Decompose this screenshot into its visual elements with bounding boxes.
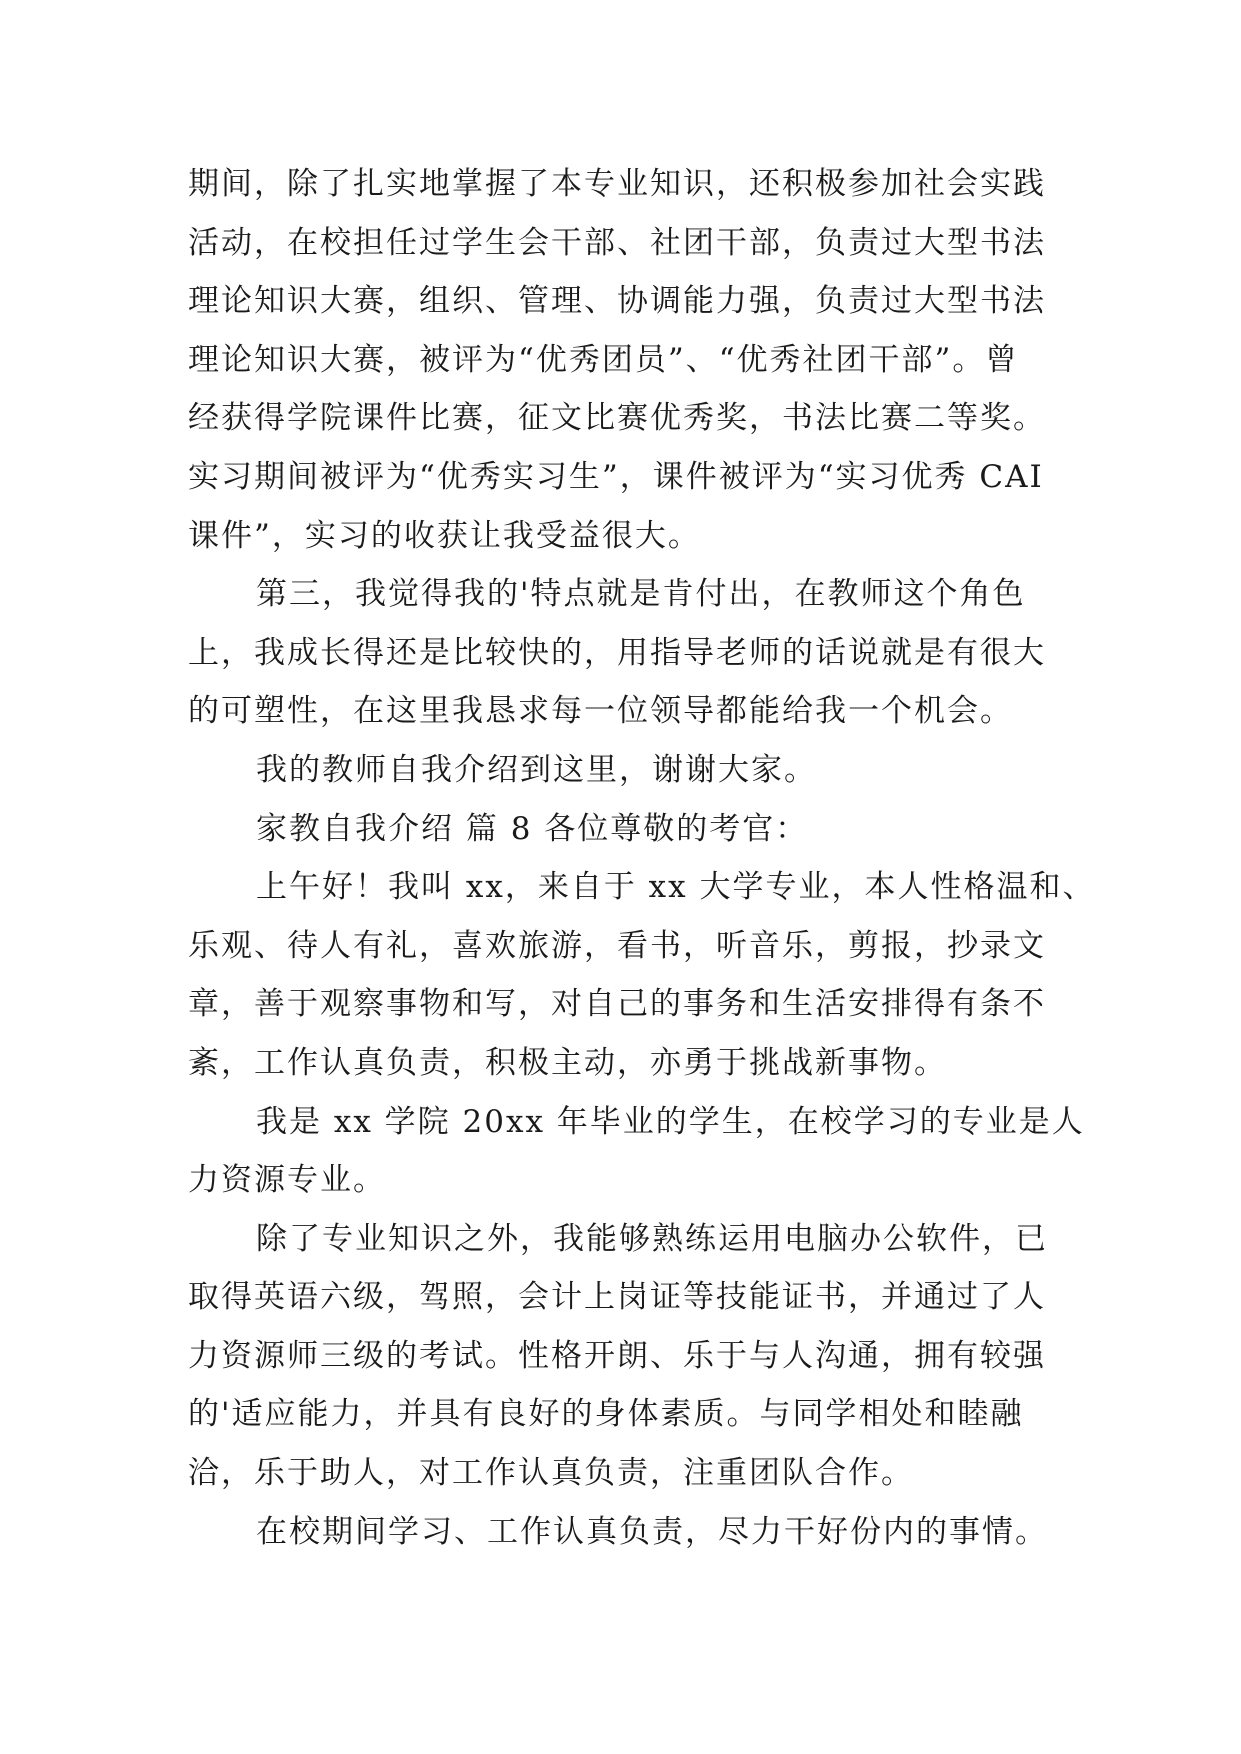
text-line: 的可塑性，在这里我恳求每一位领导都能给我一个机会。: [188, 693, 1013, 730]
text-line: 的'适应能力，并具有良好的身体素质。与同学相处和睦融: [188, 1396, 1024, 1433]
text-line: 我的教师自我介绍到这里，谢谢大家。: [256, 751, 817, 788]
text-line: 紊，工作认真负责，积极主动，亦勇于挑战新事物。: [188, 1044, 947, 1081]
text-line: 第三，我觉得我的'特点就是肯付出，在教师这个角色: [256, 576, 1026, 613]
body-text: [188, 155, 1096, 1561]
text-line: 经获得学院课件比赛，征文比赛优秀奖，书法比赛二等奖。: [188, 400, 1046, 437]
text-line: 除了专业知识之外，我能够熟练运用电脑办公软件，已: [256, 1220, 1048, 1257]
text-line: 力资源专业。: [188, 1162, 386, 1199]
text-line: 上午好！我叫 xx，来自于 xx 大学专业，本人性格温和、: [256, 869, 1096, 906]
text-line: 活动，在校担任过学生会干部、社团干部，负责过大型书法: [188, 224, 1046, 261]
text-line: 实习期间被评为“优秀实习生”，课件被评为“实习优秀 CAI: [188, 458, 1044, 495]
text-line: 在校期间学习、工作认真负责，尽力干好份内的事情。: [256, 1513, 1048, 1550]
text-line: 理论知识大赛，组织、管理、协调能力强，负责过大型书法: [188, 283, 1046, 320]
text-line: 力资源师三级的考试。性格开朗、乐于与人沟通，拥有较强: [188, 1337, 1046, 1374]
text-line: 取得英语六级，驾照，会计上岗证等技能证书，并通过了人: [188, 1279, 1046, 1316]
text-line: 理论知识大赛，被评为“优秀团员”、“优秀社团干部”。曾: [188, 341, 1019, 378]
section-heading: 家教自我介绍 篇 8 各位尊敬的考官：: [256, 810, 809, 847]
text-line: 期间，除了扎实地掌握了本专业知识，还积极参加社会实践: [188, 166, 1046, 202]
text-line: 上，我成长得还是比较快的，用指导老师的话说就是有很大: [188, 634, 1046, 671]
text-line: 章，善于观察事物和写，对自己的事务和生活安排得有条不: [188, 986, 1046, 1023]
text-line: 乐观、待人有礼，喜欢旅游，看书，听音乐，剪报，抄录文: [188, 927, 1046, 964]
text-line: 洽，乐于助人，对工作认真负责，注重团队合作。: [188, 1455, 914, 1492]
text-line: 我是 xx 学院 20xx 年毕业的学生，在校学习的专业是人: [256, 1103, 1085, 1140]
text-line: 课件”，实习的收获让我受益很大。: [188, 517, 701, 554]
